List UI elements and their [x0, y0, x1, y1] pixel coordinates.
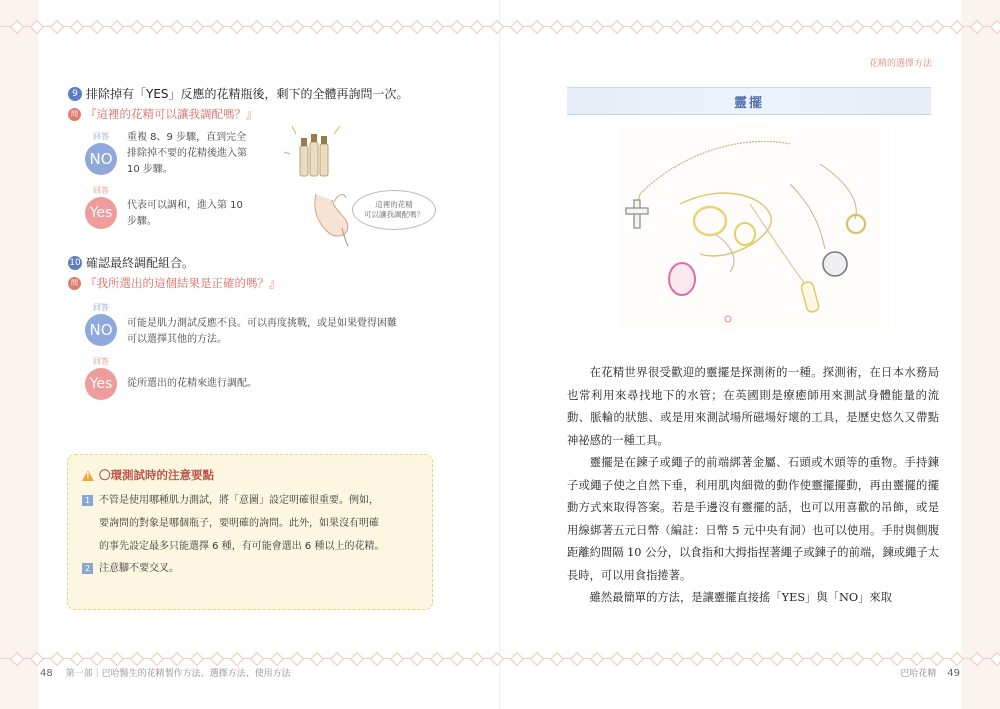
- no-circle: NO: [85, 143, 117, 175]
- section-title: 靈擺: [733, 96, 764, 111]
- ornament-diamond: [990, 20, 1000, 34]
- ornament-diamond: [310, 20, 324, 34]
- ornament-diamond: [30, 20, 44, 34]
- ornament-diamond: [670, 652, 684, 666]
- ornament-diamond: [750, 20, 764, 34]
- ornament-diamond: [10, 652, 24, 666]
- ornament-diamond: [790, 20, 804, 34]
- ornament-diamond: [390, 20, 404, 34]
- ornament-diamond: [190, 652, 204, 666]
- ornament-diamond: [710, 20, 724, 34]
- ornament-diamond: [210, 20, 224, 34]
- ornament-diamond: [830, 20, 844, 34]
- ornament-diamond: [170, 20, 184, 34]
- top-ornament-border: [0, 20, 1000, 34]
- ornament-diamond: [870, 20, 884, 34]
- ornament-diamond: [810, 20, 824, 34]
- note-title-text: 〇環測試時的注意要點: [99, 468, 214, 482]
- left-footer: [40, 666, 291, 679]
- ornament-diamond: [550, 652, 564, 666]
- ornament-diamond: [430, 652, 444, 666]
- ornament-diamond: [770, 652, 784, 666]
- ornament-diamond: [290, 20, 304, 34]
- ornament-diamond: [830, 652, 844, 666]
- paragraph: 在花精世界很受歡迎的靈擺是探測術的一種。探測術，在日本水務局也常利用來尋找地下的水管；在英國則是療癒師用來測試身體能量的流動、脈輪的狀態、或是用來測試場所磁場好壞的工具，是歷史悠久又帶點神祕感的一種工具。: [567, 366, 939, 447]
- note-number-badge: 1: [82, 495, 93, 506]
- pendulum-photo: [620, 124, 890, 330]
- ornament-diamond: [730, 20, 744, 34]
- step-9: [68, 85, 409, 102]
- ornament-diamond: [790, 652, 804, 666]
- answer-text: [127, 376, 257, 392]
- ornament-diamond: [50, 652, 64, 666]
- bubble-line: 可以讓我調配嗎？: [364, 210, 424, 219]
- ornament-diamond: [230, 652, 244, 666]
- answer-line: 可能是肌力測試反應不良。可以再度挑戰，或是如果覺得困難: [127, 318, 397, 329]
- note-number-badge: 2: [82, 563, 93, 574]
- ornament-diamond: [290, 652, 304, 666]
- ornament-diamond: [450, 20, 464, 34]
- ornament-diamond: [890, 652, 904, 666]
- ornament-diamond: [650, 20, 664, 34]
- answer-line: 排除掉不要的花精後進入第: [127, 148, 247, 159]
- answer-line: 從所選出的花精來進行調配。: [127, 378, 257, 389]
- answer-tag: 回答: [93, 357, 109, 366]
- ornament-diamond: [470, 652, 484, 666]
- note-line: 要詢問的對象是哪個瓶子，要明確的詢問。此外，如果沒有明確: [99, 518, 379, 529]
- ornament-diamond: [190, 20, 204, 34]
- running-head: 花精的選擇方法: [868, 59, 932, 69]
- ornament-diamond: [870, 652, 884, 666]
- ornament-diamond: [850, 652, 864, 666]
- bubble-line: 這裡的花精: [375, 200, 413, 209]
- ornament-diamond: [910, 20, 924, 34]
- answer-text: [127, 316, 397, 348]
- footer-book-title: 巴哈花精: [900, 669, 937, 679]
- step-text: 確認最終調配組合。: [86, 256, 195, 270]
- ornament-diamond: [330, 652, 344, 666]
- right-footer: [900, 666, 960, 679]
- ornament-diamond: [510, 20, 524, 34]
- ornament-diamond: [850, 20, 864, 34]
- ornament-diamond: [630, 652, 644, 666]
- ornament-diamond: [950, 20, 964, 34]
- step-text: 排除掉有「YES」反應的花精瓶後，剩下的全體再詢問一次。: [86, 87, 409, 101]
- ornament-diamond: [510, 652, 524, 666]
- answer-line: 可以選擇其他的方法。: [127, 334, 227, 345]
- ornament-diamond: [90, 652, 104, 666]
- ornament-diamond: [310, 652, 324, 666]
- ornament-diamond: [430, 20, 444, 34]
- ornament-diamond: [970, 652, 984, 666]
- ornament-diamond: [170, 652, 184, 666]
- ornament-diamond: [370, 20, 384, 34]
- warning-icon: [82, 470, 94, 481]
- ornament-diamond: [270, 20, 284, 34]
- note-line: 不管是使用哪種肌力測試，將「意圖」設定明確很重要。例如，: [99, 495, 379, 506]
- step-10: [68, 254, 194, 271]
- ornament-diamond: [570, 20, 584, 34]
- ornament-diamond: [530, 652, 544, 666]
- answer-text: [127, 198, 243, 230]
- ornament-diamond: [450, 652, 464, 666]
- ornament-diamond: [70, 20, 84, 34]
- note-title: [82, 467, 214, 483]
- ornament-diamond: [270, 652, 284, 666]
- caution-note-box: [67, 454, 433, 610]
- ornament-diamond: [770, 20, 784, 34]
- ornament-diamond: [470, 20, 484, 34]
- ornament-diamond: [370, 652, 384, 666]
- ornament-diamond: [710, 652, 724, 666]
- ornament-diamond: [250, 20, 264, 34]
- answer-line: 步驟。: [127, 216, 157, 227]
- ornament-diamond: [690, 20, 704, 34]
- page-number-left: 48: [40, 668, 53, 679]
- step-number-badge: 9: [68, 87, 82, 101]
- ornament-diamond: [490, 652, 504, 666]
- ornament-diamond: [530, 20, 544, 34]
- ornament-diamond: [250, 652, 264, 666]
- ornament-diamond: [350, 20, 364, 34]
- answer-line: 10 步驟。: [127, 164, 173, 175]
- answer-tag: 回答: [93, 186, 109, 195]
- ornament-diamond: [150, 20, 164, 34]
- ornament-diamond: [910, 652, 924, 666]
- note-line: 注意腳不要交叉。: [99, 563, 179, 574]
- ornament-diamond: [130, 652, 144, 666]
- answer-text: [127, 130, 247, 178]
- ornament-diamond: [70, 652, 84, 666]
- ornament-diamond: [610, 652, 624, 666]
- ornament-diamond: [810, 652, 824, 666]
- ornament-diamond: [230, 20, 244, 34]
- no-circle: NO: [85, 314, 117, 346]
- ornament-diamond: [50, 20, 64, 34]
- page-number-right: 49: [947, 668, 960, 679]
- ornament-diamond: [210, 652, 224, 666]
- ornament-diamond: [110, 652, 124, 666]
- yes-circle: Yes: [85, 368, 117, 400]
- ornament-diamond: [410, 652, 424, 666]
- question-icon: 問: [68, 108, 81, 121]
- paragraph: 靈擺是在鍊子或繩子的前端綁著金屬、石頭或木頭等的重物。手持鍊子或繩子使之自然下垂，利用肌肉細微的動作使靈擺擺動，再由靈擺的擺動方式來取得答案。若是手邊沒有靈擺的話，也可以用喜歡的吊飾，或是用線綁著五元日幣（編註：日幣 5 元中央有洞）也可以使用。手肘與側腹距離約間隔 10 公分，以食指和大拇指捏著繩子或鍊子的前端，鍊或繩子太長時，可以用食指捲著。: [567, 456, 939, 582]
- ornament-diamond: [750, 652, 764, 666]
- ornament-diamond: [670, 20, 684, 34]
- paragraph: 雖然最簡單的方法，是讓靈擺直接搖「YES」與「NO」來取: [589, 591, 893, 604]
- ornament-diamond: [610, 20, 624, 34]
- answer-tag: 回答: [93, 303, 109, 312]
- ornament-diamond: [350, 652, 364, 666]
- section-header-bar: [567, 87, 931, 115]
- ornament-diamond: [410, 20, 424, 34]
- speech-bubble: [352, 190, 436, 230]
- ornament-diamond: [930, 652, 944, 666]
- ornament-diamond: [490, 20, 504, 34]
- ornament-diamond: [150, 652, 164, 666]
- book-gutter: [499, 0, 501, 709]
- ornament-diamond: [970, 20, 984, 34]
- note-item-1: [82, 489, 384, 558]
- answer-line: 代表可以調和，進入第 10: [127, 200, 243, 211]
- muscle-test-illustration: [282, 124, 438, 248]
- step-9-question: [68, 106, 258, 122]
- ornament-diamond: [890, 20, 904, 34]
- ornament-diamond: [730, 652, 744, 666]
- ornament-diamond: [330, 20, 344, 34]
- ornament-diamond: [650, 652, 664, 666]
- ornament-diamond: [110, 20, 124, 34]
- note-item-2: [82, 557, 179, 580]
- ornament-diamond: [30, 652, 44, 666]
- ornament-diamond: [630, 20, 644, 34]
- ornament-diamond: [990, 652, 1000, 666]
- ornament-diamond: [950, 652, 964, 666]
- ornament-diamond: [930, 20, 944, 34]
- ornament-diamond: [590, 652, 604, 666]
- ornament-diamond: [90, 20, 104, 34]
- ornament-diamond: [550, 20, 564, 34]
- question-text: 『這裡的花精可以讓我調配嗎？』: [85, 107, 258, 121]
- step-10-question: [68, 275, 281, 291]
- footer-chapter-text: 第一部｜巴哈醫生的花精製作方法、選擇方法、使用方法: [65, 669, 291, 679]
- ornament-diamond: [390, 652, 404, 666]
- ornament-diamond: [10, 20, 24, 34]
- body-text: [567, 362, 939, 610]
- answer-line: 重複 8、9 步驟，直到完全: [127, 132, 247, 143]
- yes-circle: Yes: [85, 197, 117, 229]
- ornament-diamond: [130, 20, 144, 34]
- question-text: 『我所選出的這個結果是正確的嗎？』: [85, 276, 281, 290]
- question-icon: 問: [68, 277, 81, 290]
- ornament-diamond: [690, 652, 704, 666]
- note-line: 的事先設定最多只能選擇 6 種，有可能會選出 6 種以上的花精。: [99, 541, 385, 552]
- answer-tag: 回答: [93, 132, 109, 141]
- bottom-ornament-border: [0, 652, 1000, 666]
- step-number-badge: 10: [69, 257, 81, 268]
- ornament-diamond: [570, 652, 584, 666]
- ornament-diamond: [590, 20, 604, 34]
